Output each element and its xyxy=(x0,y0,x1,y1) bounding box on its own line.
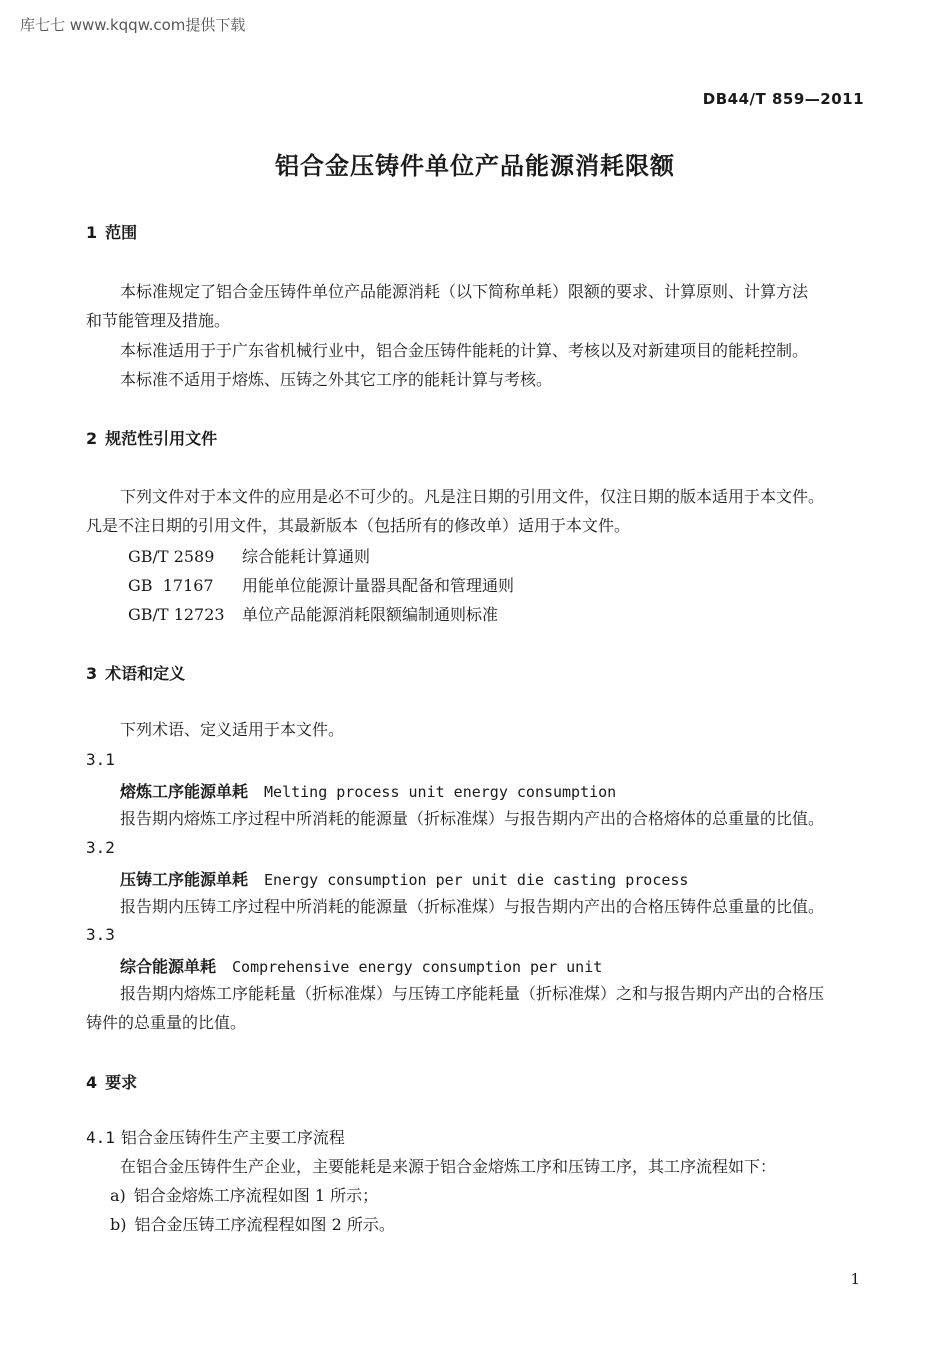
term-chinese: 综合能源单耗 xyxy=(120,957,217,976)
reference-code: GB 17167 xyxy=(128,576,214,595)
watermark-text: 库七七 www.kqqw.com提供下载 xyxy=(20,16,246,34)
reference-row xyxy=(128,602,498,625)
term-definition-line-1: 报告期内熔炼工序能耗量（折标准煤）与压铸工序能耗量（折标准煤）之和与报告期内产出的合格压 xyxy=(120,984,825,1003)
term-number: 3.3 xyxy=(86,925,115,944)
list-item xyxy=(110,1210,395,1239)
term-english: Energy consumption per unit die casting process xyxy=(264,871,689,889)
reference-title: 用能单位能源计量器具配备和管理通则 xyxy=(242,576,515,595)
section-1-paragraph-1-line-1: 本标准规定了铝合金压铸件单位产品能源消耗（以下简称单耗）限额的要求、计算原则、计算方法 xyxy=(120,282,809,301)
list-item-label: a) xyxy=(110,1186,126,1205)
section-4-heading xyxy=(86,1070,137,1093)
section-title: 要求 xyxy=(105,1073,138,1092)
section-title: 规范性引用文件 xyxy=(105,429,218,448)
reference-title: 单位产品能源消耗限额编制通则标准 xyxy=(242,605,499,624)
reference-row xyxy=(128,544,370,567)
list-item-label: b) xyxy=(110,1215,127,1234)
standard-number: DB44/T 859—2011 xyxy=(702,90,864,108)
section-3-intro: 下列术语、定义适用于本文件。 xyxy=(120,720,345,739)
term-heading xyxy=(120,779,616,802)
section-1-paragraph-2: 本标准适用于于广东省机械行业中，铝合金压铸件能耗的计算、考核以及对新建项目的能耗控制。 xyxy=(120,341,809,360)
list-item-text: 铝合金压铸工序流程程如图 2 所示。 xyxy=(134,1215,395,1234)
term-definition-line-2: 铸件的总重量的比值。 xyxy=(86,1013,247,1032)
reference-title: 综合能耗计算通则 xyxy=(242,547,371,566)
term-heading xyxy=(120,954,602,977)
section-number: 4 xyxy=(86,1073,98,1092)
term-english: Melting process unit energy consumption xyxy=(264,783,617,801)
section-2-paragraph-line-2: 凡是不注日期的引用文件，其最新版本（包括所有的修改单）适用于本文件。 xyxy=(86,516,631,535)
subsection-title: 铝合金压铸件生产主要工序流程 xyxy=(120,1128,345,1147)
subsection-intro: 在铝合金压铸件生产企业，主要能耗是来源于铝合金熔炼工序和压铸工序，其工序流程如下： xyxy=(120,1157,777,1176)
list-item xyxy=(110,1181,378,1210)
term-number: 3.2 xyxy=(86,838,115,857)
section-3-heading xyxy=(86,661,185,684)
section-1-paragraph-1-line-2: 和节能管理及措施。 xyxy=(86,311,231,330)
term-chinese: 压铸工序能源单耗 xyxy=(120,870,249,889)
section-number: 1 xyxy=(86,223,98,242)
term-english: Comprehensive energy consumption per unit xyxy=(232,958,603,976)
subsection-4-1-heading xyxy=(86,1123,345,1152)
section-2-heading xyxy=(86,426,217,449)
reference-code: GB/T 12723 xyxy=(128,605,225,624)
list-item-text: 铝合金熔炼工序流程如图 1 所示； xyxy=(133,1186,379,1205)
section-title: 术语和定义 xyxy=(105,664,186,683)
section-2-paragraph-line-1: 下列文件对于本文件的应用是必不可少的。凡是注日期的引用文件，仅注日期的版本适用于本文件。 xyxy=(120,487,825,506)
section-title: 范围 xyxy=(105,223,138,242)
subsection-number: 4.1 xyxy=(86,1128,115,1147)
page-number: 1 xyxy=(850,1270,860,1288)
term-number: 3.1 xyxy=(86,750,115,769)
term-heading xyxy=(120,867,688,890)
document-title: 铝合金压铸件单位产品能源消耗限额 xyxy=(275,152,675,180)
term-definition: 报告期内熔炼工序过程中所消耗的能源量（折标准煤）与报告期内产出的合格熔体的总重量的比值。 xyxy=(120,809,825,828)
section-number: 2 xyxy=(86,429,98,448)
reference-code: GB/T 2589 xyxy=(128,547,215,566)
section-number: 3 xyxy=(86,664,98,683)
section-1-heading xyxy=(86,220,137,243)
term-definition: 报告期内压铸工序过程中所消耗的能源量（折标准煤）与报告期内产出的合格压铸件总重量的比值。 xyxy=(120,897,825,916)
reference-row xyxy=(128,573,514,596)
term-chinese: 熔炼工序能源单耗 xyxy=(120,782,249,801)
section-1-paragraph-3: 本标准不适用于熔炼、压铸之外其它工序的能耗计算与考核。 xyxy=(120,370,553,389)
